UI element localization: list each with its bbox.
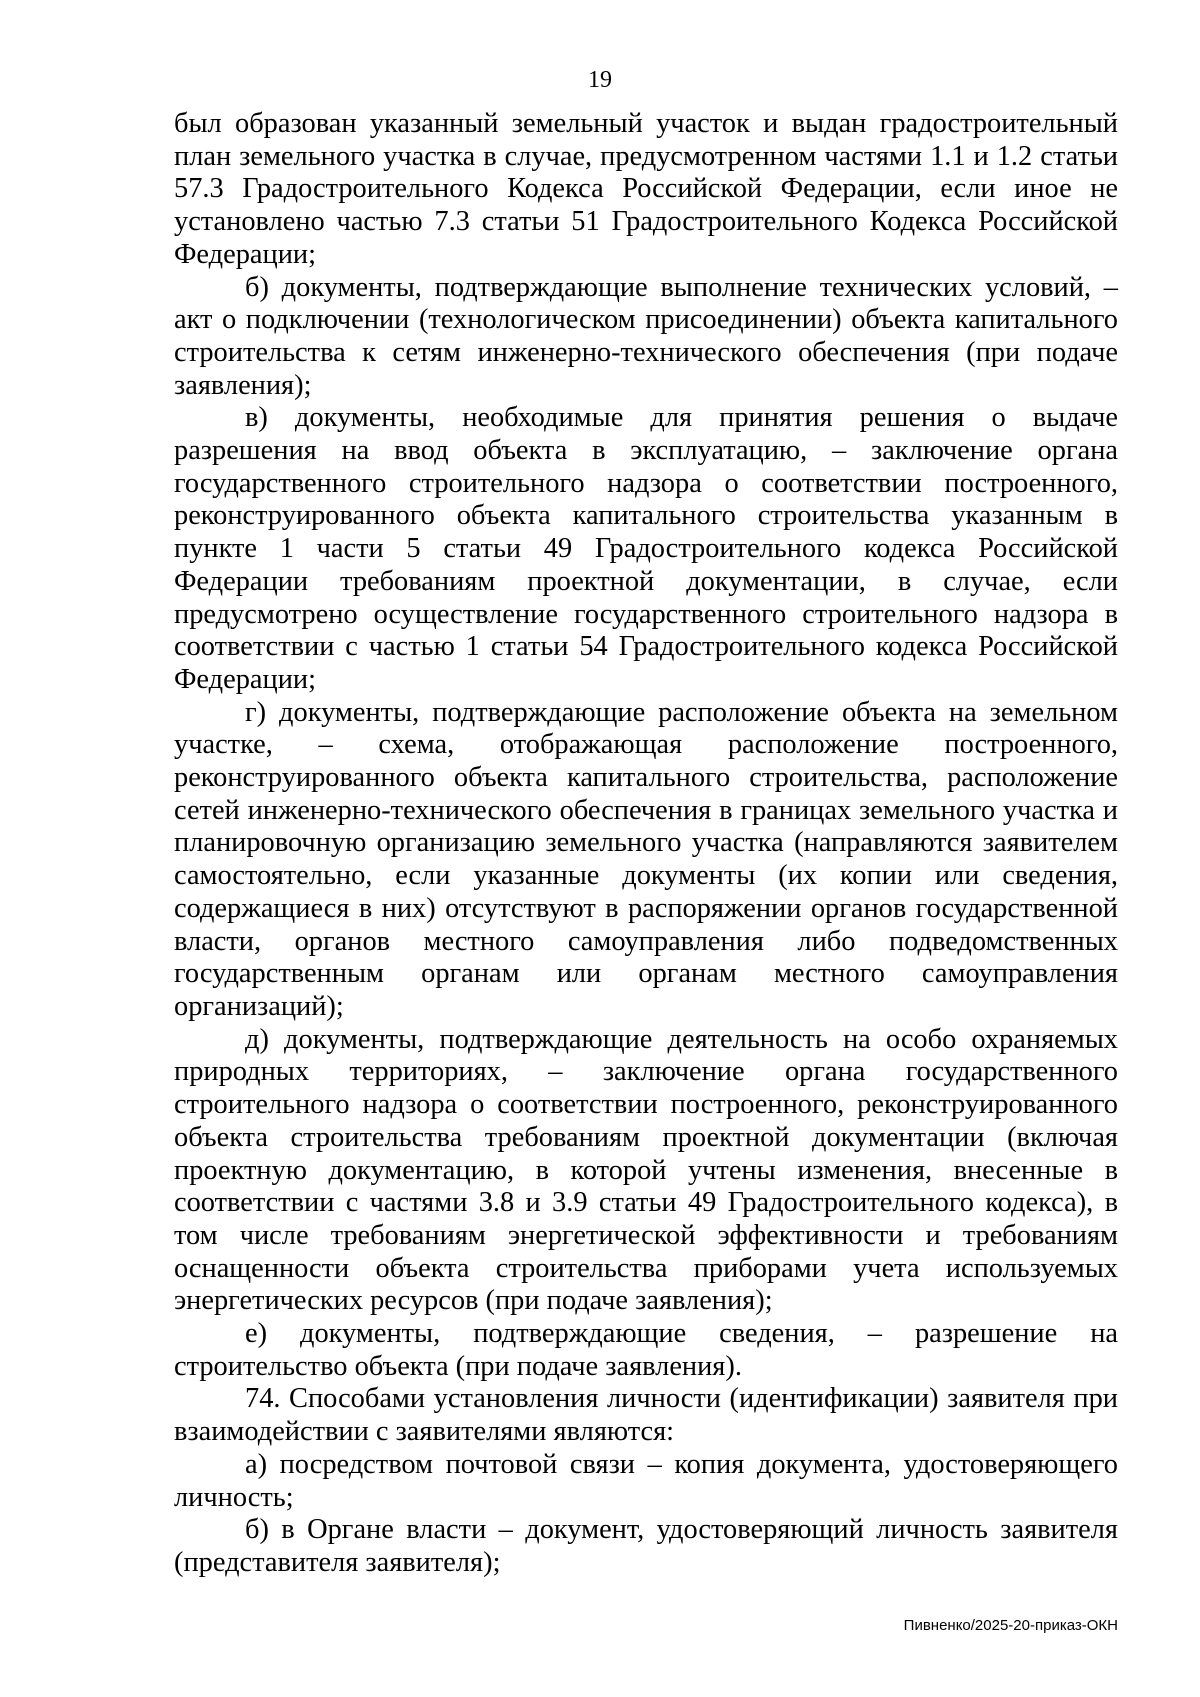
paragraph-item-d: д) документы, подтверждающие деятельность на особо охраняемых природных территориях, – заключение органа государственного строительного надзора о соответствии построенного, реконструированного объекта строительства требованиям проектной документации (включая проектную документацию, в которой учтены изменения, внесенные в соответствии с частями 3.8 и 3.9 статьи 49 Градостроительного кодекса), в том числе требованиям энергетической эффективности и требованиям оснащенности объекта строительства приборами учета используемых энергетических ресурсов (при подаче заявления); <box>174 1023 1118 1317</box>
page-number: 19 <box>588 67 612 93</box>
paragraph-item-e: е) документы, подтверждающие сведения, – разрешение на строительство объекта (при подаче заявления). <box>174 1318 1118 1382</box>
paragraph-item-b: б) документы, подтверждающие выполнение технических условий, – акт о подключении (технологическом присоединении) объекта капитального строительства к сетям инженерно-технического обеспечения (при подаче заявления); <box>174 271 1118 401</box>
paragraph-clause-74: 74. Способами установления личности (идентификации) заявителя при взаимодействии с заявителями являются: <box>174 1383 1118 1448</box>
paragraph-continuation: был образован указанный земельный участок и выдан градостроительный план земельного участка в случае, предусмотренном частями 1.1 и 1.2 статьи 57.3 Градостроительного Кодекса Российской Федерации, если иное не установлено частью 7.3 статьи 51 Градостроительного Кодекса Российской Федерации; <box>174 108 1118 270</box>
paragraph-item-g: г) документы, подтверждающие расположение объекта на земельном участке, – схема, отображающая расположение построенного, реконструированного объекта капитального строительства, расположение сетей инженерно-технического обеспечения в границах земельного участка и планировочную организацию земельного участка (направляются заявителем самостоятельно, если указанные документы (их копии или сведения, содержащиеся в них) отсутствуют в распоряжении органов государственной власти, органов местного самоуправления либо подведомственных государственным органам или органам местного самоуправления организаций); <box>174 696 1118 1022</box>
paragraph-item-b-2: б) в Органе власти – документ, удостоверяющий личность заявителя (представителя заявителя); <box>174 1514 1118 1578</box>
paragraph-item-v: в) документы, необходимые для принятия решения о выдаче разрешения на ввод объекта в эксплуатацию, – заключение органа государственного строительного надзора о соответствии построенного, реконструированного объекта капитального строительства указанным в пункте 1 части 5 статьи 49 Градостроительного кодекса Российской Федерации требованиям проектной документации, в случае, если предусмотрено осуществление государственного строительного надзора в соответствии с частью 1 статьи 54 Градостроительного кодекса Российской Федерации; <box>174 402 1118 695</box>
paragraph-item-a: а) посредством почтовой связи – копия документа, удостоверяющего личность; <box>174 1448 1118 1513</box>
document-body <box>174 108 1118 1580</box>
document-footer-code: Пивненко/2025-20-приказ-ОКН <box>903 1617 1118 1634</box>
